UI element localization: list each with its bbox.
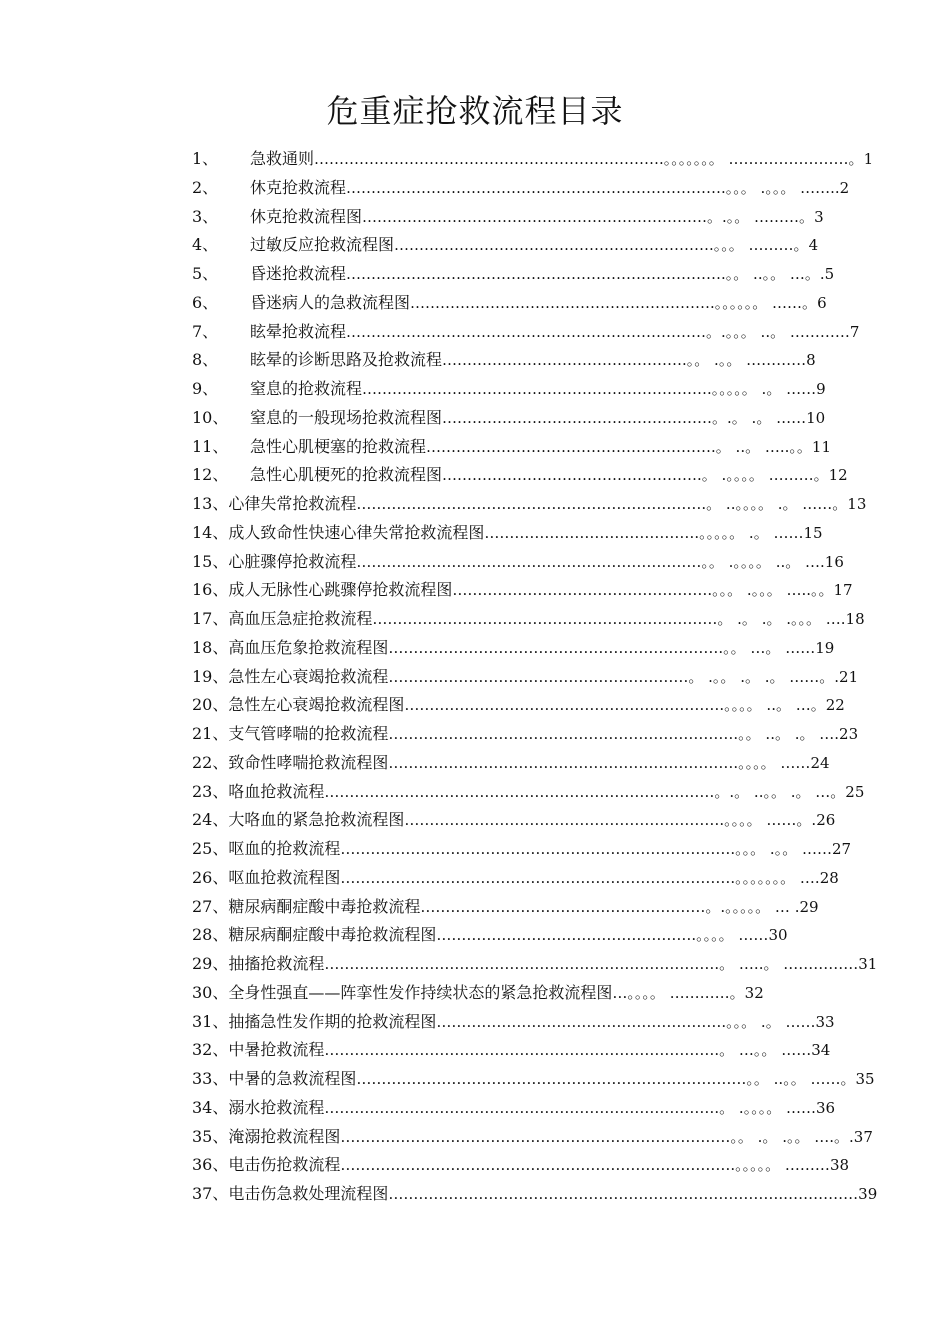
toc-entry-number: 2、: [192, 177, 219, 197]
toc-entry-number: 26、: [192, 867, 229, 887]
toc-entry-leader: ……………………………………………………………………: [340, 1127, 731, 1146]
toc-entry-leader-tail: .。。。。。。。 ……………………。: [659, 150, 864, 168]
toc-entry[interactable]: [192, 174, 892, 203]
toc-entry-leader: ……………………………………………………………: [356, 552, 702, 571]
toc-entry-leader: ………………………………………………………: [394, 236, 710, 255]
toc-entry-leader-tail: 。.。 .。 ……: [712, 408, 807, 427]
toc-entry-page-number: 26: [816, 811, 836, 830]
toc-entry-page-number: 6: [817, 293, 827, 312]
toc-entry[interactable]: [192, 318, 892, 347]
toc-entry-leader: ……………………………………………: [436, 926, 692, 945]
toc-entry-title: 急性左心衰竭抢救流程: [228, 666, 389, 686]
toc-entry-leader: ……………………………………………………………………: [324, 1098, 715, 1117]
toc-entry[interactable]: [192, 835, 892, 864]
toc-entry[interactable]: [192, 203, 892, 232]
toc-entry-number: 23、: [192, 781, 229, 801]
toc-entry-number: 17、: [192, 609, 229, 628]
toc-entry-page-number: 4: [808, 236, 819, 255]
toc-entry[interactable]: [192, 806, 892, 835]
toc-entry-number: 24、: [192, 810, 229, 830]
toc-entry-leader: ……………………………………………………………: [314, 150, 660, 168]
toc-entry-leader-tail: .。。。 .。。。 …..。。: [707, 581, 834, 600]
toc-entry-number: 21、: [192, 724, 229, 743]
toc-entry-leader-tail: .。 .。。。。 ………。: [697, 466, 829, 485]
toc-entry-title: 糖尿病酮症酸中毒抢救流程图: [228, 925, 437, 945]
toc-entry-leader: ……………………………………………………………: [356, 495, 702, 513]
toc-entry-number: 31、: [192, 1011, 229, 1031]
toc-entry[interactable]: [192, 289, 892, 318]
toc-entry-title: 致命性哮喘抢救流程图: [228, 752, 389, 772]
toc-entry-title: 淹溺抢救流程图: [228, 1126, 341, 1146]
toc-entry[interactable]: [192, 490, 892, 519]
toc-entry-page-number: 7: [849, 322, 860, 341]
toc-entry-leader-tail: .。。。。。 ………: [730, 1156, 830, 1175]
toc-entry-number: 27、: [192, 896, 229, 916]
toc-entry-number: 22、: [192, 752, 229, 772]
toc-entry-number: 18、: [192, 637, 229, 657]
toc-entry-title: 中暑的急救流程图: [228, 1069, 357, 1088]
toc-entry-title: 过敏反应抢救流程图: [250, 235, 395, 255]
toc-entry-title: 高血压急症抢救流程: [228, 609, 373, 628]
toc-entry-page-number: 38: [829, 1156, 850, 1175]
toc-entry-page-number: 3: [814, 207, 824, 226]
toc-entry-title: 昏迷病人的急救流程图: [250, 292, 411, 312]
toc-entry-leader: …………………………………………………: [426, 437, 712, 456]
toc-entry-title: 电击伤急救处理流程图: [228, 1184, 389, 1203]
toc-entry-leader: ………………………………………………………: [404, 811, 720, 830]
toc-entry-leader-tail: .。。 ..。。 …。.: [721, 265, 825, 283]
toc-entry-page-number: 32: [744, 983, 764, 1002]
toc-entry-leader-tail: 。.。。。 ..。 …………: [706, 322, 850, 341]
toc-entry-leader-tail: .。。。。 ……。.: [719, 811, 817, 830]
toc-entry-page-number: 8: [806, 351, 816, 370]
toc-entry[interactable]: [192, 519, 892, 548]
toc-entry-leader: ………………………………………………………: [404, 696, 720, 715]
toc-entry-leader-tail: 。 .。 .。 .。。。 ….: [717, 610, 846, 628]
toc-entry-number: 33、: [192, 1069, 229, 1088]
toc-entry[interactable]: [192, 1065, 892, 1094]
toc-entry-page-number: 37: [853, 1127, 873, 1146]
toc-entry-leader: ……………………………………………………………………: [340, 840, 731, 858]
toc-entry-number: 11、: [192, 436, 229, 456]
toc-entry[interactable]: [192, 720, 892, 749]
toc-entry-number: 4、: [192, 235, 219, 255]
toc-entry-leader: …………………………………………………: [420, 897, 706, 916]
toc-entry-page-number: 24: [810, 753, 830, 772]
toc-entry[interactable]: [192, 778, 892, 807]
toc-entry-leader: …………………………………………: [442, 351, 683, 370]
toc-entry-number: 14、: [192, 522, 229, 542]
toc-entry-leader-tail: .。 ..。 …..。。: [711, 437, 812, 456]
toc-entry-leader: ………………………………………………: [442, 408, 713, 427]
toc-entry[interactable]: [192, 749, 892, 778]
toc-entry-leader-tail: .。。。。。 .。 ……: [694, 523, 804, 542]
toc-entry-title: 抽搐抢救流程: [228, 954, 325, 973]
toc-entry[interactable]: [192, 921, 892, 950]
toc-entry-title: 大咯血的紧急抢救流程图: [228, 810, 405, 830]
toc-entry-page-number: 22: [825, 696, 845, 715]
toc-entry-page-number: 5: [824, 265, 835, 283]
toc-entry-title: 抽搐急性发作期的抢救流程图: [228, 1011, 437, 1031]
toc-entry-number: 29、: [192, 954, 229, 973]
toc-entry[interactable]: [192, 1180, 892, 1209]
toc-entry-page-number: 2: [839, 178, 850, 197]
toc-entry-title: 眩晕抢救流程: [250, 321, 347, 341]
toc-entry-leader-tail: .。。。 .。。 ……: [730, 840, 832, 858]
toc-entry[interactable]: [192, 1151, 892, 1180]
toc-entry-title: 窒息的抢救流程: [250, 379, 363, 398]
toc-entry-number: 13、: [192, 494, 229, 513]
toc-entry[interactable]: [192, 864, 892, 893]
toc-entry-leader: …………………………………………………………………: [346, 265, 722, 283]
toc-entry-leader-tail: .。。。 .。 ……: [721, 1012, 816, 1031]
toc-entry-title: 窒息的一般现场抢救流程图: [250, 407, 443, 427]
toc-entry-title: 昏迷抢救流程: [250, 264, 347, 283]
toc-entry-title: 心脏骤停抢救流程: [228, 551, 357, 571]
toc-entry-page-number: 25: [845, 782, 865, 801]
toc-entry-leader-tail: .。。。。 ……: [691, 926, 769, 945]
toc-entry-leader-tail: .……………: [778, 1185, 859, 1203]
toc-entry-leader: …………………………………………………: [436, 1012, 722, 1031]
toc-entry-leader-tail: .。。。。。。。 ….: [730, 868, 820, 887]
toc-entry-leader-tail: .。 …。。 ……: [714, 1041, 812, 1060]
toc-entry[interactable]: [192, 950, 892, 979]
toc-entry-leader-tail: .。。 ..。 .。 ….: [733, 725, 840, 743]
toc-entry-page-number: 39: [858, 1185, 878, 1203]
toc-entry[interactable]: [192, 461, 892, 490]
toc-entry-leader: ……………………………………………………………………: [324, 782, 715, 801]
toc-entry-page-number: 29: [799, 897, 819, 916]
page-title: 危重症抢救流程目录: [326, 92, 624, 130]
toc-entry-title: 呕血的抢救流程: [228, 839, 341, 858]
toc-entry-leader: ……………………………………………………………: [362, 207, 708, 226]
toc-entry[interactable]: [192, 404, 892, 433]
toc-entry-title: 急救通则: [250, 149, 315, 168]
toc-entry-title: 支气管哮喘的抢救流程: [228, 724, 389, 743]
toc-entry-number: 30、: [192, 982, 229, 1002]
toc-entry-number: 20、: [192, 695, 229, 715]
toc-entry-title: 成人致命性快速心律失常抢救流程图: [228, 522, 485, 542]
toc-entry-title: 急性心肌梗死的抢救流程图: [250, 465, 443, 485]
toc-entry-title: 全身性强直——阵挛性发作持续状态的紧急抢救流程图: [228, 982, 613, 1002]
toc-entry-page-number: 33: [815, 1012, 835, 1031]
toc-entry-leader: ……………………………………: [484, 523, 695, 542]
toc-entry-number: 28、: [192, 925, 229, 945]
toc-entry-number: 10、: [192, 407, 229, 427]
toc-entry-title: 呕血抢救流程图: [228, 867, 341, 887]
toc-entry-leader: …: [612, 983, 628, 1002]
toc-entry[interactable]: [192, 663, 892, 692]
toc-entry-leader-tail: .。 ..。。。。 .。 ……。: [701, 495, 848, 513]
toc-entry-page-number: 28: [819, 868, 839, 887]
toc-entry-number: 35、: [192, 1126, 229, 1146]
toc-entry-leader: ……………………………………………………………………: [340, 868, 731, 887]
toc-entry-leader-tail: 。.。。 ………。: [707, 207, 815, 226]
toc-entry-leader-tail: 。.。 ..。。 .。 …。: [714, 782, 846, 801]
toc-entry-leader: ………………………………………………………………: [346, 322, 707, 341]
toc-entry-leader-tail: .。。。。 ……: [733, 753, 811, 772]
toc-entry-leader: ……………………………………………………………: [362, 380, 708, 398]
toc-entry-number: 34、: [192, 1097, 229, 1117]
toc-entry-title: 电击伤抢救流程: [228, 1155, 341, 1175]
toc-entry-number: 25、: [192, 839, 229, 858]
toc-entry[interactable]: [192, 1094, 892, 1123]
toc-entry-page-number: 1: [863, 150, 874, 168]
toc-entry[interactable]: [192, 1036, 892, 1065]
toc-entry-number: 19、: [192, 666, 229, 686]
toc-entry-leader-tail: 。。。。 …………。: [627, 983, 745, 1002]
toc-entry[interactable]: [192, 605, 892, 634]
toc-entry-title: 溺水抢救流程: [228, 1097, 325, 1117]
toc-entry-number: 16、: [192, 580, 229, 600]
toc-entry[interactable]: [192, 1008, 892, 1037]
toc-entry-leader: …………………………………………………………………: [346, 178, 722, 197]
toc-entry[interactable]: [192, 634, 892, 663]
toc-entry-leader-tail: 。。 .。 .。。 ….。.: [730, 1127, 854, 1146]
toc-entry-page-number: 15: [803, 523, 823, 542]
toc-entry[interactable]: [192, 979, 892, 1008]
toc-entry-page-number: 12: [828, 466, 848, 485]
toc-entry-number: 15、: [192, 551, 229, 571]
toc-entry-number: 9、: [192, 379, 219, 398]
toc-entry-leader: ……………………………………………: [442, 466, 698, 485]
toc-entry-leader: ……………………………………………………: [388, 667, 689, 686]
toc-entry[interactable]: [192, 1123, 892, 1152]
toc-entry-leader: ……………………………………………………………………: [324, 1041, 715, 1060]
toc-entry-leader: ……………………………………………………………………: [356, 1070, 747, 1088]
toc-entry-leader: ……………………………………………………………: [388, 753, 734, 772]
toc-entry-number: 12、: [192, 465, 229, 485]
toc-entry-number: 36、: [192, 1155, 229, 1175]
toc-entry-leader-tail: .。。。。。。 ……。: [710, 293, 818, 312]
toc-entry-page-number: 35: [855, 1070, 875, 1088]
toc-entry[interactable]: [192, 893, 892, 922]
toc-entry-leader-tail: .。。。。 ..。 …。: [719, 696, 826, 715]
toc-entry-page-number: 9: [816, 380, 826, 398]
toc-entry-page-number: 13: [847, 495, 867, 513]
toc-entry-title: 高血压危象抢救流程图: [228, 637, 389, 657]
toc-entry-leader-tail: .。 …..。 ……………: [714, 955, 859, 973]
toc-entry-title: 咯血抢救流程: [228, 781, 325, 801]
toc-entry[interactable]: [192, 145, 892, 174]
toc-entry-page-number: 31: [858, 955, 878, 973]
toc-entry[interactable]: [192, 260, 892, 289]
toc-entry-title: 休克抢救流程: [250, 177, 347, 197]
toc-entry-number: 7、: [192, 321, 219, 341]
toc-entry[interactable]: [192, 231, 892, 260]
toc-entry-page-number: 30: [768, 926, 788, 945]
toc-entry[interactable]: [192, 375, 892, 404]
toc-entry-leader: ……………………………………………: [452, 581, 708, 600]
toc-entry-number: 6、: [192, 292, 219, 312]
toc-entry-leader-tail: 。。 .。。。。 ..。 ….: [701, 552, 825, 571]
toc-entry-leader: ……………………………………………………………………: [324, 955, 715, 973]
toc-entry[interactable]: [192, 548, 892, 577]
toc-entry-number: 1、: [192, 149, 219, 168]
toc-entry-number: 3、: [192, 206, 219, 226]
toc-entry-leader-tail: .。。。。。 .。 ……: [707, 380, 817, 398]
toc-entry-leader: …………………………………………………………: [388, 638, 719, 657]
toc-entry-number: 32、: [192, 1040, 229, 1060]
toc-entry-page-number: 18: [845, 610, 865, 628]
toc-entry-title: 心律失常抢救流程: [228, 494, 357, 513]
toc-entry-number: 37、: [192, 1184, 229, 1203]
toc-entry-number: 5、: [192, 264, 219, 283]
toc-entry-page-number: 21: [839, 667, 859, 686]
toc-entry-number: 8、: [192, 350, 219, 370]
toc-entry-leader-tail: .。。 .。。 …………: [682, 351, 807, 370]
toc-entry-leader: ……………………………………………………………: [388, 725, 734, 743]
toc-entry[interactable]: [192, 433, 892, 462]
toc-entry[interactable]: [192, 346, 892, 375]
toc-entry-leader: ……………………………………………………………………: [340, 1156, 731, 1175]
toc-entry[interactable]: [192, 576, 892, 605]
toc-entry-leader-tail: .。。。 ………。: [709, 236, 809, 255]
toc-entry-title: 眩晕的诊断思路及抢救流程: [250, 350, 443, 370]
toc-entry-leader: ……………………………………………………: [410, 293, 711, 312]
toc-entry-title: 休克抢救流程图: [250, 206, 363, 226]
toc-entry-page-number: 10: [806, 408, 826, 427]
table-of-contents: [192, 145, 892, 1209]
toc-entry-title: 急性左心衰竭抢救流程图: [228, 695, 405, 715]
toc-entry-title: 成人无脉性心跳骤停抢救流程图: [228, 580, 453, 600]
toc-entry-title: 中暑抢救流程: [228, 1040, 325, 1060]
toc-entry-page-number: 11: [811, 437, 831, 456]
toc-entry-page-number: 34: [811, 1041, 831, 1060]
toc-entry-page-number: 19: [815, 638, 835, 657]
toc-entry-leader-tail: .。。。 .。。。 ……..: [721, 178, 840, 197]
toc-entry-title: 糖尿病酮症酸中毒抢救流程: [228, 896, 421, 916]
toc-entry-leader-tail: .。。 …。 ……: [718, 638, 816, 657]
toc-entry-leader: ……………………………………………………………………: [388, 1185, 779, 1203]
toc-entry-page-number: 17: [833, 581, 853, 600]
toc-entry-page-number: 36: [815, 1098, 836, 1117]
toc-entry-title: 急性心肌梗塞的抢救流程: [250, 436, 427, 456]
toc-entry-page-number: 16: [824, 552, 844, 571]
toc-entry-leader-tail: 。.。。。。。 … .: [705, 897, 800, 916]
toc-entry-page-number: 23: [839, 725, 859, 743]
toc-entry-leader: ……………………………………………………………: [372, 610, 718, 628]
toc-entry[interactable]: [192, 691, 892, 720]
toc-entry-leader-tail: .。 .。。。。 ……: [714, 1098, 816, 1117]
toc-entry-leader-tail: 。 .。。 .。 .。 ……。.: [688, 667, 840, 686]
toc-entry-page-number: 27: [831, 840, 852, 858]
toc-entry-leader-tail: 。。 ..。。 ……。: [746, 1070, 856, 1088]
